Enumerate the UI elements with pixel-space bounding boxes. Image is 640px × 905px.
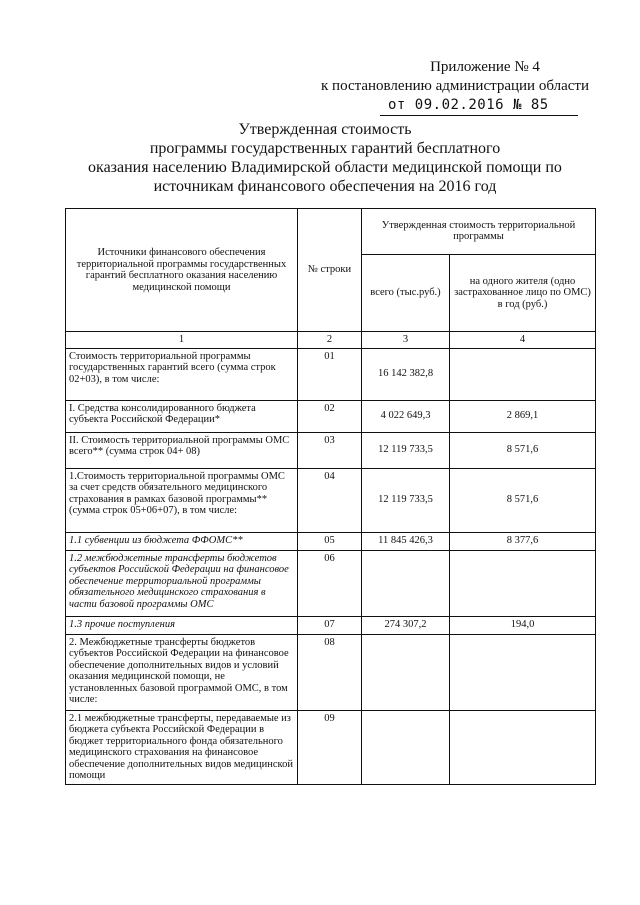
row-total [362, 710, 450, 784]
header-cost-group: Утвержденная стоимость территориальной программы [362, 209, 596, 255]
row-no: 07 [298, 616, 362, 634]
row-name: I. Средства консолидированного бюджета субъекта Российской Федерации* [66, 400, 298, 432]
row-per-capita: 194,0 [450, 616, 596, 634]
col-number: 2 [298, 332, 362, 349]
table-row [66, 616, 596, 634]
row-per-capita: 8 571,6 [450, 432, 596, 468]
row-no: 02 [298, 400, 362, 432]
row-per-capita: 8 377,6 [450, 532, 596, 550]
row-per-capita [450, 550, 596, 616]
row-name: Стоимость территориальной программы государственных гарантий всего (сумма строк 02+03), в том числе: [66, 348, 298, 400]
row-total: 12 119 733,5 [362, 468, 450, 532]
title-line-3: оказания населению Владимирской области медицинской помощи по [88, 159, 562, 176]
decree-date: от 09.02.2016 № 85 [380, 96, 578, 116]
appendix-number: Приложение № 4 [430, 59, 540, 75]
row-no: 08 [298, 634, 362, 710]
col-number: 3 [362, 332, 450, 349]
row-total: 4 022 649,3 [362, 400, 450, 432]
row-name: 1.3 прочие поступления [66, 616, 298, 634]
table-row [66, 400, 596, 432]
row-per-capita [450, 634, 596, 710]
column-number-row [66, 332, 596, 349]
row-no: 01 [298, 348, 362, 400]
table-row [66, 532, 596, 550]
table-row [66, 710, 596, 784]
row-no: 03 [298, 432, 362, 468]
title-line-2: программы государственных гарантий бесплатного [149, 140, 501, 157]
row-total: 16 142 382,8 [362, 348, 450, 400]
title-line-4: источникам финансового обеспечения на 2016 год [153, 178, 497, 195]
cost-table [65, 208, 596, 785]
row-name: 2.1 межбюджетные трансферты, передаваемые из бюджета субъекта Российской Федерации в бюджет территориального фонда обязательного медицинского страхования на финансовое обеспечение дополнительных видов медицинской помощи [66, 710, 298, 784]
row-name: 1.Стоимость территориальной программы ОМС за счет средств обязательного медицинского страхования в рамках базовой программы** (сумма строк 05+06+07), в том числе: [66, 468, 298, 532]
header-source: Источники финансового обеспечения территориальной программы государственных гарантий бесплатного оказания населению медицинской помощи [66, 209, 298, 332]
row-name: 1.2 межбюджетные трансферты бюджетов субъектов Российской Федерации на финансовое обеспечение территориальной программы обязательного медицинского страхования в части базовой программы ОМС [66, 550, 298, 616]
table-row [66, 550, 596, 616]
row-total [362, 550, 450, 616]
col-number: 1 [66, 332, 298, 349]
row-no: 06 [298, 550, 362, 616]
row-per-capita: 8 571,6 [450, 468, 596, 532]
row-per-capita [450, 710, 596, 784]
table-row [66, 468, 596, 532]
table-row [66, 348, 596, 400]
row-per-capita: 2 869,1 [450, 400, 596, 432]
row-total: 274 307,2 [362, 616, 450, 634]
table-row [66, 634, 596, 710]
header-total: всего (тыс.руб.) [362, 254, 450, 331]
row-no: 09 [298, 710, 362, 784]
row-name: 2. Межбюджетные трансферты бюджетов субъектов Российской Федерации на финансовое обеспечение дополнительных видов и условий оказания медицинской помощи, не установленных базовой программой ОМС, в том числе: [66, 634, 298, 710]
row-total: 12 119 733,5 [362, 432, 450, 468]
row-total [362, 634, 450, 710]
table-row [66, 432, 596, 468]
appendix-decree-ref: к постановлению администрации области [321, 78, 589, 94]
col-number: 4 [450, 332, 596, 349]
document-title [80, 120, 570, 196]
row-no: 04 [298, 468, 362, 532]
row-name: II. Стоимость территориальной программы ОМС всего** (сумма строк 04+ 08) [66, 432, 298, 468]
row-total: 11 845 426,3 [362, 532, 450, 550]
row-per-capita [450, 348, 596, 400]
header-row-no: № строки [298, 209, 362, 332]
row-name: 1.1 субвенции из бюджета ФФОМС** [66, 532, 298, 550]
header-per-capita: на одного жителя (одно застрахованное лицо по ОМС) в год (руб.) [450, 254, 596, 331]
appendix-header [320, 58, 590, 116]
row-no: 05 [298, 532, 362, 550]
title-line-1: Утвержденная стоимость [238, 121, 412, 138]
